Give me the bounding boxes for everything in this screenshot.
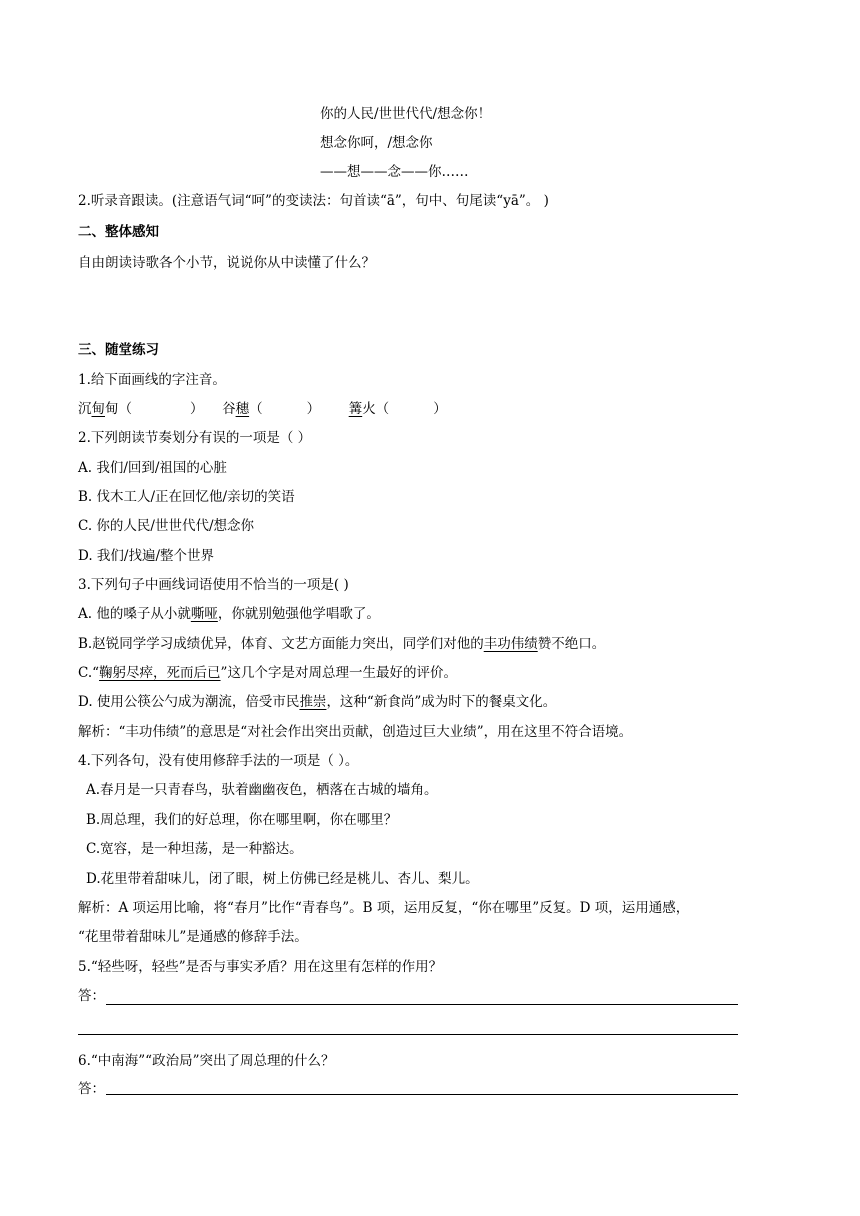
q1-word-1-close: ）: [190, 401, 204, 417]
poem-line-2: 想念你呵，/想念你: [320, 135, 433, 151]
q1-word-2-post: （: [249, 401, 263, 417]
q3-b-underlined: 丰功伟绩: [483, 636, 538, 652]
q3-c-underlined: 鞠躬尽瘁，死而后已: [99, 665, 221, 681]
q3-stem: 3.下列句子中画线词语使用不恰当的一项是( ): [78, 577, 349, 593]
q4-option-c: C.宽容，是一种坦荡，是一种豁达。: [86, 841, 303, 857]
q5-answer-line-2[interactable]: [78, 1034, 738, 1035]
q3-a-pre: A. 他的嗓子从小就: [78, 606, 191, 622]
q2-option-b: B. 伐木工人/正在回忆他/亲切的笑语: [78, 489, 295, 505]
q1-word-1-pre: 沉: [78, 401, 92, 417]
q1-word-3-underlined: 篝: [348, 401, 363, 417]
q1-words: [78, 400, 447, 418]
q5-answer-line-1[interactable]: [106, 1004, 738, 1005]
section-3-heading: 三、随堂练习: [78, 342, 159, 358]
q2-option-c: C. 你的人民/世世代代/想念你: [78, 518, 255, 534]
section-2-heading: 二、整体感知: [78, 224, 159, 240]
q3-option-d: [78, 693, 556, 711]
q2-option-a: A. 我们/回到/祖国的心脏: [78, 460, 227, 476]
section-2-prompt: 自由朗读诗歌各个小节，说说你从中读懂了什么？: [78, 255, 375, 271]
q3-analysis: 解析：“丰功伟绩”的意思是“对社会作出突出贡献，创造过巨大业绩”，用在这里不符合语境。: [78, 724, 633, 740]
q6-answer-label: 答：: [78, 1081, 105, 1097]
q3-option-b: [78, 635, 605, 653]
listen-instruction: 2.听录音跟读。(注意语气词“呵”的变读法：句首读“ā”，句中、句尾读“yā”。 ): [78, 193, 549, 209]
q3-b-post: 赞不绝口。: [537, 636, 606, 652]
q4-option-a: A.春月是一只青春鸟，驮着幽幽夜色，栖落在古城的墙角。: [86, 782, 438, 798]
q1-stem: 1.给下面画线的字注音。: [78, 372, 226, 388]
q4-stem: 4.下列各句，没有使用修辞手法的一项是（ ）。: [78, 753, 359, 769]
q3-d-pre: D. 使用公筷公勺成为潮流，倍受市民: [78, 694, 300, 710]
q3-b-pre: B.赵锐同学学习成绩优异，体育、文艺方面能力突出，同学们对他的: [78, 636, 484, 652]
q3-option-c: [78, 664, 457, 682]
q4-analysis-line-2: “花里带着甜味儿”是通感的修辞手法。: [78, 929, 308, 945]
q2-stem: 2.下列朗读节奏划分有误的一项是（ ）: [78, 430, 312, 446]
q1-word-2-close: ）: [306, 401, 321, 417]
q1-word-2-pre: 谷: [222, 401, 236, 417]
q1-word-1-underlined: 甸: [91, 401, 105, 417]
q3-a-post: ，你就别勉强他学唱歌了。: [217, 606, 380, 622]
q3-c-pre: C.“: [78, 665, 100, 681]
q3-d-underlined: 推崇: [299, 694, 327, 710]
poem-line-3: ——想——念——你……: [320, 164, 469, 180]
q4-analysis-line-1: 解析：A 项运用比喻，将“春月”比作“青春鸟”。B 项，运用反复，“你在哪里”反复。D 项，运用通感，: [78, 900, 690, 916]
q6-answer-line[interactable]: [106, 1094, 738, 1095]
q1-word-2-underlined: 穗: [235, 401, 250, 417]
q5-answer-label: 答：: [78, 988, 105, 1004]
q3-option-a: [78, 605, 380, 623]
q4-option-d: D.花里带着甜味儿，闭了眼，树上仿佛已经是桃儿、杏儿、梨儿。: [86, 871, 479, 887]
q6-stem: 6.“中南海”“政治局”突出了周总理的什么？: [78, 1053, 335, 1069]
q3-c-post: ”这几个字是对周总理一生最好的评价。: [220, 665, 457, 681]
q4-option-b: B.周总理，我们的好总理，你在哪里啊，你在哪里？: [86, 812, 398, 828]
q1-word-1-post: 甸（: [105, 401, 132, 417]
q1-word-3-post: 火（: [362, 401, 390, 417]
q5-stem: 5.“轻些呀，轻些”是否与事实矛盾？用在这里有怎样的作用？: [78, 959, 443, 975]
q2-option-d: D. 我们/找遍/整个世界: [78, 548, 215, 564]
q1-word-3-close: ）: [433, 401, 447, 417]
q3-d-post: ，这种“新食尚”成为时下的餐桌文化。: [326, 694, 557, 710]
poem-line-1: 你的人民/世世代代/想念你！: [320, 106, 492, 122]
q3-a-underlined: 嘶哑: [190, 606, 218, 622]
